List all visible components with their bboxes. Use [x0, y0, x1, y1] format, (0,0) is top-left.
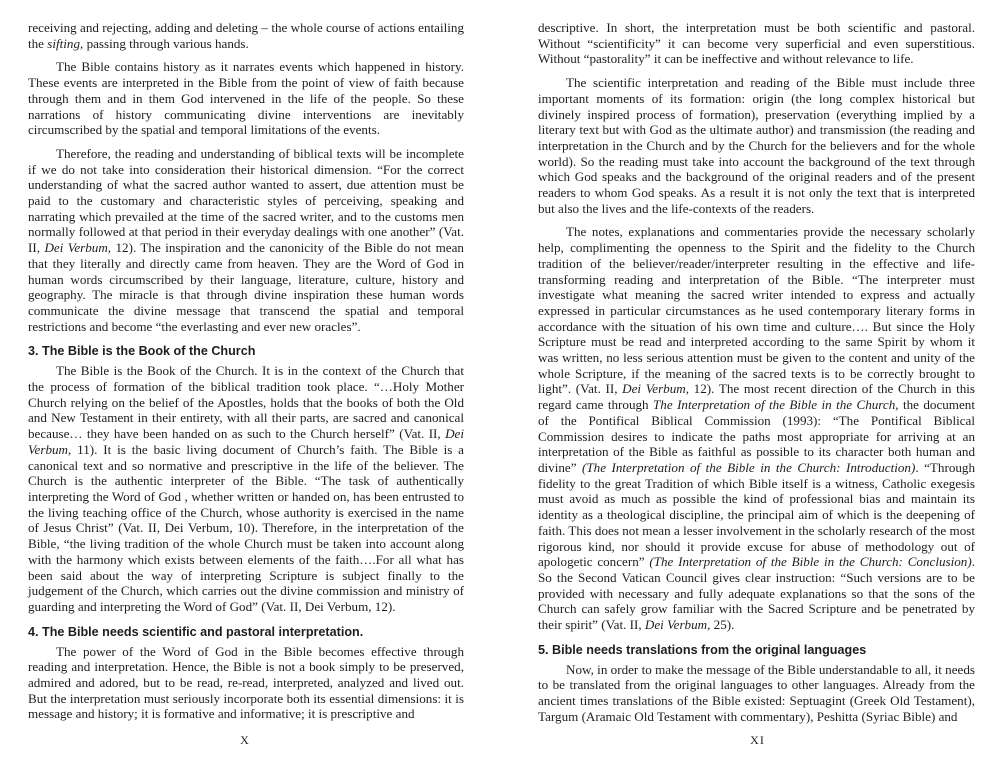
- page-number: XI: [750, 733, 765, 747]
- paragraph: Now, in order to make the message of the Bible understandable to all, it needs to be translated from the original languages to other languages. Already from the ancient times translations of the Bible existed: Septuagint (Greek Old Testament), Targum (Aramaic Old Testament with commentary), Peshitta (Syriac Bible) and: [538, 661, 975, 724]
- section-heading: 4. The Bible needs scientific and pastoral interpretation.: [28, 624, 364, 639]
- paragraph: The power of the Word of God in the Bible becomes effective through reading and interpretation. Hence, the Bible is not a book simply to be preserved, admired and adored, but to be read, re-read, interpreted, analyzed and lived out. But the interpretation must seriously incorporate both its essential dimensions: it is message and history; it is formative and informative; it is prescriptive and: [28, 643, 464, 722]
- paragraph: Therefore, the reading and understanding of biblical texts will be incomplete if we do not take into consideration their historical dimension. “For the correct understanding of what the sacred author wanted to assert, due attention must be paid to the customary and characteristic styles of perceiving, speaking and narrating which prevailed at the time of the sacred writer, and to the customs men normally followed at that period in their everyday dealings with one another” (Vat. II, Dei Verbum, 12). The inspiration and the canonicity of the Bible do not mean that they literally and directly came from heaven. They are the Word of God in human words circumscribed by their language, literature, culture, history and geography. The miracle is that through divine inspiration these human words communicate the divine message that transcend the spatial and temporal restrictions and become “the everlasting and ever new oracles”.: [28, 145, 464, 334]
- right-page-text: [538, 20, 976, 724]
- paragraph: The scientific interpretation and reading of the Bible must include three important moments of its formation: origin (the long complex historical but divinely inspired process of formation), preservation (everything implied by a literary text but with God as the ultimate author) and transmission (the reading and interpretation in the Church and by the Church for the believers and for the whole world). So the reading must take into account the background of the text through which God speaks and the background of the original readers and of the present readers to whom God speaks. As a result it is not only the text that is interpreted but also the lives and the life-contexts of the readers.: [538, 75, 975, 216]
- left-page-text: [28, 20, 464, 722]
- right-page: [512, 0, 1003, 776]
- section-heading: 5. Bible needs translations from the original languages: [538, 642, 867, 657]
- paragraph: receiving and rejecting, adding and deleting – the whole course of actions entailing the sifting, passing through various hands.: [28, 20, 464, 51]
- paragraph: descriptive. In short, the interpretation must be both scientific and pastoral. Without “scientificity” it can become very superficial and even superstitious. Without “pastorality” it can be ineffective and without relevance to life.: [538, 20, 975, 67]
- paragraph: The Bible contains history as it narrates events which happened in history. These events are interpreted in the Bible from the point of view of faith because through them and in them God intervened in the life of the people. So these narrations of history communicating divine interventions are inevitably circumscribed by the spatial and temporal limitations of the events.: [28, 59, 464, 138]
- left-page: [0, 0, 490, 776]
- paragraph: The Bible is the Book of the Church. It is in the context of the Church that the process of formation of the biblical tradition took place. “…Holy Mother Church relying on the belief of the Apostles, holds that the books of both the Old and New Testament in their entirety, with all their parts, are sacred and canonical because… they have been handed on as such to the Church herself” (Vat. II, Dei Verbum, 11). It is the basic living document of Church’s faith. The Bible is a canonical text and so normative and prescriptive in the life of the believer. The Church is the authentic interpreter of the Bible. “The task of authentically interpreting the Word of God , whether written or handed on, has been entrusted to the living teaching office of the Church, whose authority is exercised in the name of Jesus Christ” (Vat. II, Dei Verbum, 10). Therefore, in the interpretation of the Bible, “the living tradition of the whole Church must be taken into account along with the harmony which exists between elements of the faith….For all what has been said about the way of interpreting Scripture is subject finally to the judgement of the Church, which carries out the divine commission and ministry of guarding and interpreting the Word of God” (Vat. II, Dei Verbum, 12).: [28, 363, 464, 614]
- page-number: X: [240, 733, 250, 747]
- section-heading: 3. The Bible is the Book of the Church: [28, 344, 256, 359]
- paragraph: The notes, explanations and commentaries provide the necessary scholarly help, complimenting the openness to the Spirit and the fidelity to the Church tradition of the believer/reader/interpreter resulting in the effective and life-transforming reading and interpretation of the Bible. “The interpreter must investigate what meaning the sacred writer intended to express and actually expressed in particular circumstances as he used contemporary literary forms in accordance with the situation of his own time and culture…. But since the Holy Scripture must be read and interpreted according to the same Spirit by whom it was written, no less serious attention must be given to the content and unity of the whole Scripture, if the meaning of the sacred texts is to be correctly brought to light”. (Vat. II, Dei Verbum, 12). The most recent direction of the Church in this regard came through The Interpretation of the Bible in the Church, the document of the Pontifical Biblical Commission (1993): “The Pontifical Biblical Commission desires to indicate the paths most appropriate for arriving at an interpretation of the Bible as faithful as possible to its character both human and divine” (The Interpretation of the Bible in the Church: Introduction). “Through fidelity to the great Tradition of which Bible itself is a witness, Catholic exegesis must avoid as much as possible the kind of professional bias and maintain its identity as a theological discipline, the principal aim of which is the deepening of faith. This does not mean a lesser involvement in the scholarly research of the most rigorous kind, nor should it provide excuse for abuse of methodology out of apologetic concern” (The Interpretation of the Bible in the Church: Conclusion). So the Second Vatican Council gives clear instruction: “Such versions are to be provided with necessary and fully adequate explanations so that the sons of the Church can safely grow familiar with the Sacred Scripture and be penetrated by their spirit” (Vat. II, Dei Verbum, 25).: [538, 224, 976, 633]
